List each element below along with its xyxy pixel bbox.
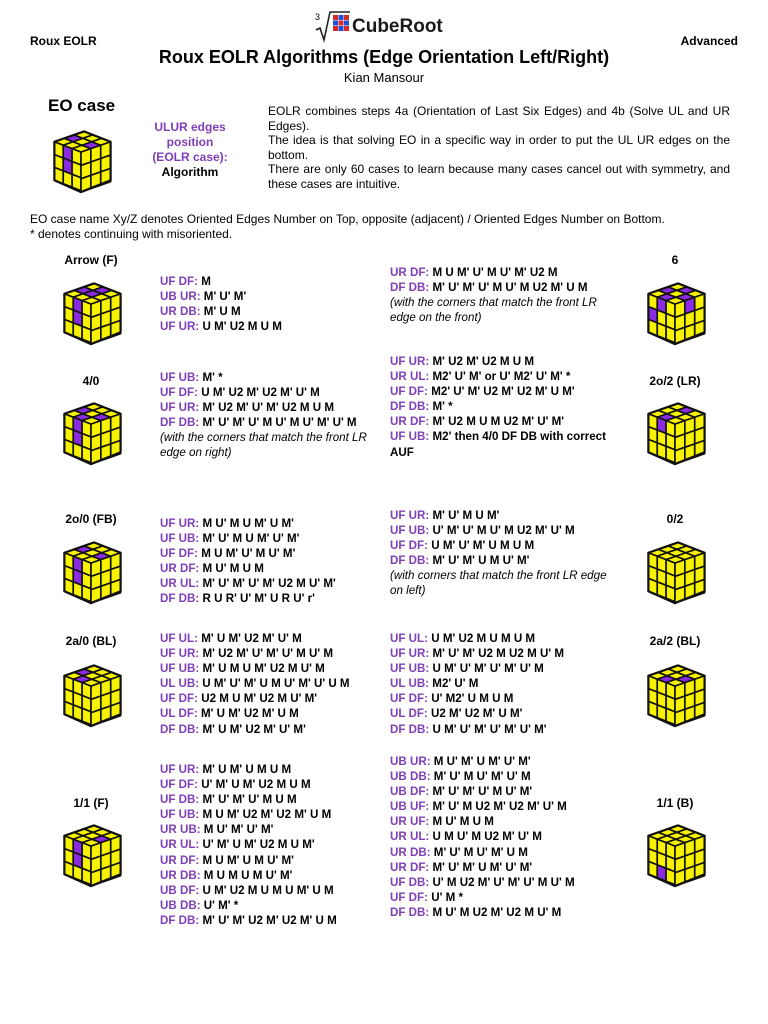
algorithm-moves: U' M' U' M U' M U2 M' U' M: [429, 524, 575, 538]
algorithm-moves: U M' U' M' U' M' U' M': [429, 722, 547, 736]
case-label: Arrow (F): [64, 253, 118, 267]
algorithm-list: [390, 631, 612, 737]
algorithm-line: [160, 304, 382, 319]
algorithm-line: [390, 784, 612, 799]
edge-position: UF DF:: [160, 386, 198, 400]
algorithm-moves: M' U2 M U M U2 M' U' M': [429, 415, 564, 429]
algorithm-moves: M2' U' M: [429, 677, 479, 691]
algorithm-line: [390, 814, 612, 829]
case-label: 2a/2 (BL): [649, 634, 701, 648]
algorithm-line: [390, 553, 612, 568]
algorithm-list: [390, 354, 612, 460]
intro-paragraph: There are only 60 cases to learn because many cases cancel out with symmetry, and these cases are intuitive.: [268, 162, 730, 191]
logo-index: 3: [315, 12, 321, 22]
edge-position: UB UR:: [160, 290, 201, 304]
algorithm-line: [390, 523, 612, 538]
edge-position: UF DB:: [390, 875, 430, 889]
edge-position: UL DF:: [390, 707, 428, 721]
rubiks-cube-icon: [54, 396, 128, 470]
algorithm-moves: M' U' M U M' U' M': [199, 532, 300, 546]
logo-root-icon: [314, 8, 350, 44]
algorithm-line: [160, 868, 382, 883]
edge-position: UF UR:: [160, 401, 200, 415]
algorithm-list: [160, 631, 382, 737]
cube-diagram: [54, 818, 128, 897]
algorithm-moves: M2' U' M' U2 M' U2 M' U M': [428, 385, 575, 399]
rubiks-cube-icon: [44, 124, 118, 198]
algorithm-moves: U' M' *: [200, 898, 239, 912]
algorithm-line: [390, 429, 612, 459]
algorithm-moves: U M' U2 M U M: [199, 320, 282, 334]
edge-position: UF UR:: [390, 355, 430, 368]
rubiks-cube-icon: [54, 276, 128, 350]
algorithm-moves: M U' M U M: [199, 562, 264, 576]
notation-note: [30, 212, 750, 241]
page-title: Roux EOLR Algorithms (Edge Orientation Left/Right): [158, 47, 610, 67]
algorithm-line: [390, 691, 612, 706]
algorithm-comment: (with corners that match the front LR edge on left): [390, 569, 607, 598]
algorithm-moves: M U M' U' M U' M': [198, 547, 296, 561]
algorithm-moves: M' *: [199, 371, 223, 384]
algorithm-moves: M' U2 M' U' M' U' M U' M: [199, 647, 334, 661]
edge-position: UF DF:: [390, 692, 428, 706]
edge-position: UR DB:: [390, 845, 431, 859]
algorithm-line: [160, 430, 382, 460]
algorithm-line: [160, 415, 382, 430]
doc-tag-left: Roux EOLR: [30, 34, 97, 48]
doc-tag-right: Advanced: [680, 34, 738, 48]
algorithm-line: [390, 799, 612, 814]
case-label: 2a/0 (BL): [65, 634, 117, 648]
algorithm-line: [390, 280, 612, 295]
edge-position: UF UB:: [390, 662, 430, 676]
algorithm-line: [160, 591, 382, 606]
algorithm-line: [160, 853, 382, 868]
algorithm-line: [390, 631, 612, 646]
algorithm-list: [160, 516, 382, 607]
edge-position: UF DF:: [160, 778, 198, 792]
legend-position-line: ULUR edges: [154, 120, 226, 134]
algorithm-moves: M' U' M U' M' U' M: [430, 770, 531, 784]
edge-position: UL DF:: [160, 707, 198, 721]
algorithm-moves: M U' M U2 M' U2 M U' M: [429, 905, 562, 919]
algorithm-moves: M' U' M' U M U' M': [429, 554, 530, 568]
edge-position: UR DB:: [160, 305, 201, 319]
case-label: 0/2: [666, 512, 684, 526]
edge-position: UF UB:: [390, 524, 430, 538]
edge-position: UB DF:: [390, 785, 430, 799]
algorithm-moves: M' U' M': [200, 290, 247, 304]
algorithm-line: [160, 913, 382, 928]
edge-position: UF DF:: [390, 890, 428, 904]
algorithm-moves: M' U M' U2 M' U' M: [198, 632, 302, 645]
note-line: * denotes continuing with misoriented.: [30, 226, 233, 241]
author: Kian Mansour: [343, 70, 425, 85]
edge-position: UF UB:: [160, 371, 200, 384]
algorithm-line: [390, 538, 612, 553]
edge-position: DF DB:: [390, 281, 430, 295]
algorithm-moves: M U M' U2 M' U2 M' U M: [199, 808, 332, 822]
algorithm-moves: U2 M U M' U2 M U' M': [198, 692, 318, 706]
rubiks-cube-icon: [54, 658, 128, 732]
algorithm-moves: U M' U2 M' U2 M' U' M: [198, 386, 320, 400]
intro-paragraph: EOLR combines steps 4a (Orientation of Last Six Edges) and 4b (Solve UL and UR Edges).: [268, 104, 730, 133]
case-label: 1/1 (F): [73, 796, 109, 810]
case-label: 4/0: [82, 374, 100, 388]
note-line: EO case name Xy/Z denotes Oriented Edges Number on Top, opposite (adjacent) / Oriented Edges Number on Bottom.: [30, 212, 665, 226]
algorithm-line: [160, 822, 382, 837]
algorithm-moves: M: [198, 275, 211, 288]
case-label: 2o/2 (LR): [649, 374, 701, 388]
algorithm-line: [390, 845, 612, 860]
algorithm-line: [160, 531, 382, 546]
edge-position: DF DB:: [160, 416, 200, 430]
cube-diagram: [638, 276, 712, 355]
edge-position: UR DF:: [390, 266, 430, 279]
algorithm-moves: M' *: [429, 400, 453, 414]
algorithm-moves: M' U2 M' U2 M U M: [429, 355, 535, 368]
algorithm-moves: M U' M U M: [429, 815, 494, 829]
edge-position: UL UB:: [160, 677, 200, 691]
algorithm-line: [160, 807, 382, 822]
algorithm-line: [160, 546, 382, 561]
edge-position: DF DB:: [390, 400, 430, 414]
algorithm-moves: M' U M: [200, 305, 241, 319]
algorithm-line: [390, 265, 612, 280]
algorithm-moves: M U' M' U M' U' M': [430, 755, 531, 768]
edge-position: UF UR:: [390, 647, 430, 661]
algorithm-moves: U' M *: [428, 890, 463, 904]
algorithm-line: [390, 295, 612, 325]
algorithm-moves: M' U M' U2 M' U M: [197, 707, 299, 721]
algorithm-line: [160, 370, 382, 385]
algorithm-moves: M' U' M U' M' U M: [430, 845, 528, 859]
edge-position: UF UB:: [390, 430, 430, 444]
cuberoot-logo: [314, 8, 454, 44]
algorithm-moves: M' U' M' U2 M' U2 M' U M: [199, 913, 337, 927]
algorithm-line: [390, 676, 612, 691]
edge-position: UR DB:: [160, 868, 201, 882]
algorithm-moves: U M U' M U2 M' U' M: [429, 830, 542, 844]
rubiks-cube-icon: [638, 818, 712, 892]
cube-diagram: [638, 396, 712, 475]
algorithm-moves: M' U' M' U' M U' M U2 M' U M: [429, 281, 588, 295]
legend-position-line: position: [166, 135, 214, 149]
algorithm-line: [160, 661, 382, 676]
algorithm-line: [390, 722, 612, 737]
algorithm-line: [390, 568, 612, 598]
algorithm-moves: M2' U' M' or U' M2' U' M' *: [429, 370, 571, 384]
rubiks-cube-icon: [638, 658, 712, 732]
algorithm-moves: M' U' M' U M' U' M': [429, 860, 533, 874]
edge-position: UR UL:: [390, 830, 430, 844]
algorithm-moves: M2' then 4/0 DF DB with correct AUF: [390, 430, 606, 459]
algorithm-line: [160, 289, 382, 304]
algorithm-list: [390, 265, 612, 325]
algorithm-moves: U M' U' M' U M U' M' U' U M: [199, 677, 350, 691]
algorithm-line: [390, 754, 612, 769]
algorithm-moves: U M' U2 M U M U M: [428, 632, 536, 645]
edge-position: UR UF:: [390, 815, 430, 829]
algorithm-line: [390, 829, 612, 844]
edge-position: UR UL:: [390, 370, 430, 384]
edge-position: UF DF:: [390, 539, 428, 553]
algorithm-line: [160, 676, 382, 691]
algorithm-moves: R U R' U' M' U R U' r': [199, 592, 315, 606]
algorithm-moves: M' U M U M' U2 M U' M: [199, 662, 325, 676]
edge-position: UB UF:: [390, 800, 430, 814]
algorithm-moves: U M' U' M' U M U M: [428, 539, 535, 553]
algorithm-line: [390, 661, 612, 676]
algorithm-moves: U' M' U M' U2 M U M': [199, 838, 315, 852]
algorithm-moves: U' M U2 M' U' M' U' M U' M: [429, 875, 575, 889]
edge-position: UF UR:: [160, 517, 200, 530]
algorithm-line: [160, 898, 382, 913]
algorithm-list: [160, 274, 382, 334]
algorithm-line: [390, 646, 612, 661]
edge-position: UF DB:: [160, 793, 200, 807]
edge-position: UR UB:: [160, 823, 201, 837]
algorithm-list: [390, 508, 612, 599]
algorithm-moves: U M' U' M' U' M' U' M: [429, 662, 544, 676]
algorithm-line: [390, 369, 612, 384]
algorithm-line: [160, 631, 382, 646]
edge-position: UR DF:: [390, 860, 430, 874]
legend-position: [140, 120, 240, 180]
case-label: 2o/0 (FB): [65, 512, 117, 526]
cube-diagram: [54, 535, 128, 614]
intro-paragraph: The idea is that solving EO in a specific way in order to put the UL UR edges on the bottom.: [268, 133, 730, 162]
edge-position: UF UR:: [160, 763, 200, 776]
algorithm-moves: M U' M' U' M': [200, 823, 274, 837]
rubiks-cube-icon: [54, 535, 128, 609]
algorithm-moves: M U M U M U' M': [200, 868, 293, 882]
algorithm-line: [390, 769, 612, 784]
algorithm-line: [390, 414, 612, 429]
algorithm-moves: M' U M' U2 M' U' M': [199, 722, 306, 736]
legend-position-line: (EOLR case):: [152, 150, 228, 164]
algorithm-line: [160, 561, 382, 576]
algorithm-moves: U2 M' U2 M' U M': [427, 707, 523, 721]
algorithm-moves: M' U' M U M': [429, 509, 500, 522]
edge-position: UR UL:: [160, 838, 200, 852]
algorithm-line: [390, 860, 612, 875]
algorithm-moves: U M' U2 M U M U M' U M: [199, 883, 334, 897]
algorithm-line: [160, 576, 382, 591]
algorithm-moves: M' U' M' U' M U' M U' M' U' M: [199, 416, 357, 430]
algorithm-line: [160, 691, 382, 706]
algorithm-moves: M' U M' U M U M: [199, 763, 292, 776]
algorithm-line: [390, 399, 612, 414]
algorithm-moves: M' U' M' U' M' U2 M U' M': [199, 577, 336, 591]
algorithm-list: [160, 370, 382, 461]
edge-position: UL UB:: [390, 677, 430, 691]
rubiks-cube-icon: [54, 818, 128, 892]
edge-position: UF UR:: [160, 320, 200, 334]
cube-diagram: [638, 658, 712, 737]
algorithm-moves: M U M' U' M U' M' U2 M: [429, 266, 558, 279]
algorithm-line: [160, 883, 382, 898]
algorithm-line: [390, 905, 612, 920]
algorithm-moves: M' U' M' U' M U' M': [429, 785, 533, 799]
edge-position: UR DF:: [160, 853, 200, 867]
edge-position: UF UB:: [160, 808, 200, 822]
edge-position: DF DB:: [160, 592, 200, 606]
algorithm-line: [160, 762, 382, 777]
edge-position: UF UR:: [160, 647, 200, 661]
eo-case-heading: EO case: [48, 96, 116, 115]
algorithm-line: [160, 319, 382, 334]
rubiks-cube-icon: [638, 396, 712, 470]
legend-cube-image: [44, 124, 118, 203]
edge-position: UF UB:: [160, 662, 200, 676]
edge-position: DF DB:: [390, 905, 430, 919]
legend-algorithm: Algorithm: [161, 165, 219, 179]
intro-text: [268, 104, 730, 192]
algorithm-list: [160, 762, 382, 928]
algorithm-line: [160, 274, 382, 289]
algorithm-moves: M U' M U M' U M': [199, 517, 294, 530]
edge-position: UF DF:: [390, 385, 428, 399]
edge-position: DF DB:: [390, 554, 430, 568]
edge-position: UF DF:: [160, 547, 198, 561]
algorithm-comment: (with the corners that match the front LR edge on the front): [390, 296, 597, 325]
algorithm-line: [160, 706, 382, 721]
algorithm-moves: U' M' U M' U2 M U M: [198, 778, 311, 792]
algorithm-line: [160, 837, 382, 852]
edge-position: UF DF:: [160, 275, 198, 288]
edge-position: UF UL:: [390, 632, 428, 645]
edge-position: UB UR:: [390, 755, 431, 768]
algorithm-moves: M U M' U M U' M': [199, 853, 294, 867]
cube-diagram: [638, 535, 712, 614]
edge-position: UR UL:: [160, 577, 200, 591]
edge-position: DF DB:: [160, 722, 200, 736]
algorithm-line: [160, 646, 382, 661]
algorithm-moves: M' U' M' U' M U M: [199, 793, 297, 807]
rubiks-cube-icon: [638, 276, 712, 350]
edge-position: UF UL:: [160, 632, 198, 645]
logo-text: CubeRoot: [352, 16, 443, 37]
edge-position: DF DB:: [160, 913, 200, 927]
algorithm-moves: M' U2 M' U' M' U2 M U M: [199, 401, 334, 415]
algorithm-line: [160, 722, 382, 737]
cube-diagram: [54, 276, 128, 355]
edge-position: UR DF:: [390, 415, 430, 429]
algorithm-moves: M' U' M U2 M' U2 M' U' M: [429, 800, 567, 814]
edge-position: UF DF:: [160, 692, 198, 706]
algorithm-moves: M' U' M' U2 M U2 M U' M: [429, 647, 564, 661]
case-label: 6: [671, 253, 679, 267]
edge-position: UF UB:: [160, 532, 200, 546]
algorithm-line: [390, 875, 612, 890]
algorithm-line: [390, 384, 612, 399]
algorithm-line: [390, 508, 612, 523]
algorithm-line: [160, 792, 382, 807]
algorithm-line: [160, 777, 382, 792]
cube-diagram: [54, 396, 128, 475]
algorithm-line: [390, 354, 612, 369]
algorithm-list: [390, 754, 612, 920]
algorithm-line: [390, 706, 612, 721]
algorithm-line: [160, 385, 382, 400]
algorithm-comment: (with the corners that match the front LR edge on right): [160, 431, 367, 460]
algorithm-line: [160, 516, 382, 531]
rubiks-cube-icon: [638, 535, 712, 609]
cube-diagram: [54, 658, 128, 737]
edge-position: UB DB:: [390, 770, 431, 784]
edge-position: UB DF:: [160, 883, 200, 897]
cube-diagram: [638, 818, 712, 897]
algorithm-line: [390, 890, 612, 905]
edge-position: UB DB:: [160, 898, 201, 912]
edge-position: UR DF:: [160, 562, 200, 576]
edge-position: UF UR:: [390, 509, 430, 522]
algorithm-line: [160, 400, 382, 415]
case-label: 1/1 (B): [656, 796, 694, 810]
edge-position: DF DB:: [390, 722, 430, 736]
algorithm-moves: U' M2' U M U M: [428, 692, 514, 706]
